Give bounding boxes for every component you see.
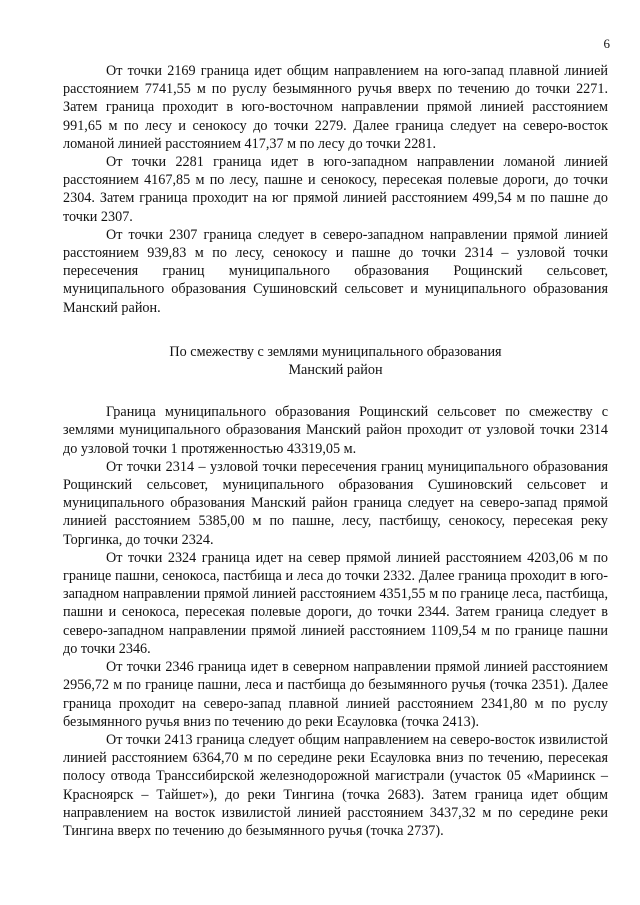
page-number: 6 — [603, 36, 610, 51]
document-body — [63, 62, 608, 840]
section-heading-line: По смежеству с землями муниципального образования — [169, 343, 502, 360]
paragraph: От точки 2281 граница идет в юго-западном направлении ломаной линией расстоянием 4167,85 м по лесу, пашне и сенокосу, пересекая полевые дороги, до точки 2304. Затем граница проходит на юг прямой линией расстоянием 499,54 м по пашне до точки 2307. — [63, 154, 608, 225]
section-heading-line: Манский район — [288, 362, 383, 379]
paragraph: Граница муниципального образования Рощинский сельсовет по смежеству с землями муниципального образования Манский район проходит от узловой точки 2314 до узловой точки 1 протяженностью 43319,05 м. — [63, 404, 608, 457]
paragraph: От точки 2307 граница следует в северо-западном направлении прямой линией расстоянием 939,83 м по лесу, сенокосу и пашне до точки 2314 – узловой точки пересечения границ муниципального образования Рощинский сельсовет, муниципального образования Сушиновский сельсовет и муниципального образования Манский район. — [63, 226, 608, 316]
paragraph: От точки 2413 граница следует общим направлением на северо-восток извилистой линией расстоянием 6364,70 м по середине реки Есауловка вниз по течению, пересекая полосу отвода Транссибирской железнодорожной магистрали (участок 05 «Мариинск – Красноярск – Тайшет»), до реки Тингина (точка 2683). Затем граница идет общим направлением на восток извилистой линией расстоянием 3437,32 м по середине реки Тингина вверх по течению до безымянного ручья (точка 2737). — [63, 731, 608, 839]
paragraph: От точки 2324 граница идет на север прямой линией расстоянием 4203,06 м по границе пашни, сенокоса, пастбища и леса до точки 2332. Далее граница проходит в юго-западном направлении прямой линией расстоянием 4351,55 м по границе леса, пастбища, пашни и сенокоса, пересекая полевые дороги, до точки 2344. Затем граница следует в северо-западном направлении прямой линией расстоянием 1109,54 м по границе пашни до точки 2346. — [63, 549, 608, 657]
paragraph: От точки 2169 граница идет общим направлением на юго-запад плавной линией расстоянием 7741,55 м по руслу безымянного ручья вверх по течению до точки 2271. Затем граница проходит в юго-восточном направлении прямой линией расстоянием 991,65 м по лесу и сенокосу до точки 2279. Далее граница следует на северо-восток ломаной линией расстоянием 417,37 м по лесу до точки 2281. — [63, 63, 608, 152]
paragraph: От точки 2346 граница идет в северном направлении прямой линией расстоянием 2956,72 м по границе пашни, леса и пастбища до безымянного ручья (точка 2351). Далее граница проходит на северо-запад плавной линией расстоянием 2341,80 м по руслу безымянного ручья вниз по течению до реки Есауловка (точка 2413). — [63, 659, 608, 730]
section-heading — [63, 343, 608, 379]
paragraph: От точки 2314 – узловой точки пересечения границ муниципального образования Рощинский сельсовет, муниципального образования Сушиновский сельсовет и муниципального образования Манский район граница следует на северо-запад прямой линией расстоянием 5385,00 м по пашне, лесу, пастбищу, сенокосу, пересекая реку Торгинка, до точки 2324. — [63, 458, 608, 548]
